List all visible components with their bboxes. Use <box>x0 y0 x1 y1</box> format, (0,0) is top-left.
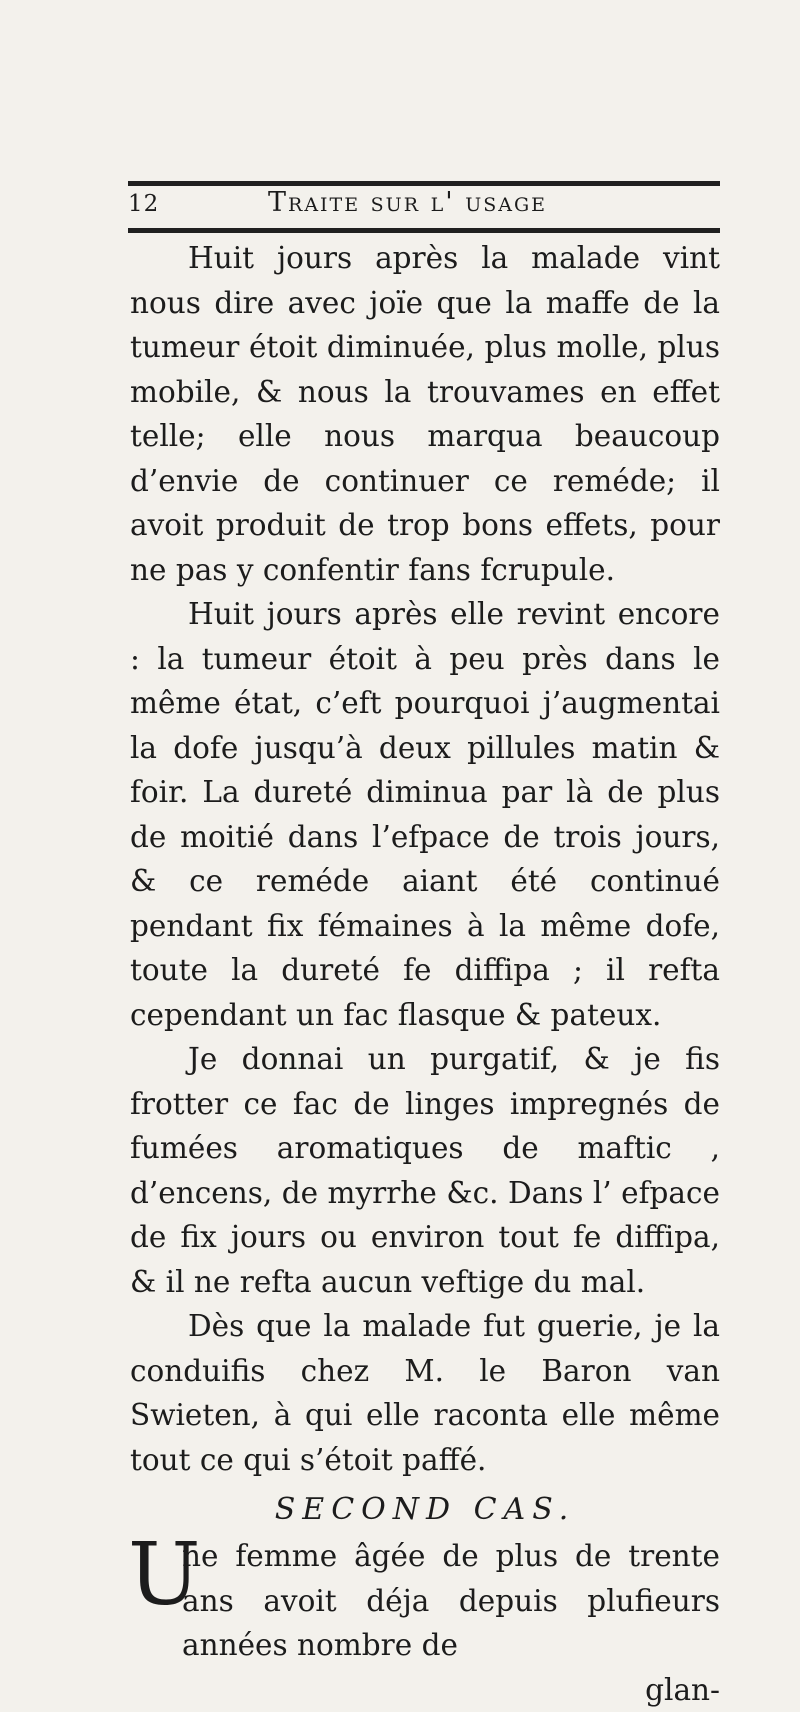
paragraph: Je donnai un purgatif, & je fis frotter ce fac de linges impregnés de fumées aromatiques de maftic , d’encens, de myrrhe &c. Dans l’ efpace de fix jours ou environ tout fe diffipa, & il ne refta aucun veftige du mal. <box>130 1037 720 1304</box>
paragraph: Huit jours après la malade vint nous dire avec joïe que la maffe de la tumeur étoit diminuée, plus molle, plus mobile, & nous la trouvames en effet telle; elle nous marqua beaucoup d’envie de continuer ce reméde; il avoit produit de trop bons effets, pour ne pas y confentir fans fcrupule. <box>130 236 720 592</box>
opening-paragraph <box>130 1534 720 1668</box>
top-rule <box>128 181 720 186</box>
running-title: Traite sur l' usage <box>268 187 547 218</box>
text-block <box>130 236 720 1712</box>
section-heading: SECOND CAS. <box>130 1488 720 1532</box>
opening-text: ne femme âgée de plus de trente ans avoit déja depuis plufieurs années nombre de <box>182 1539 720 1662</box>
running-head <box>128 187 720 225</box>
page-number: 12 <box>128 191 159 217</box>
catchword: glan- <box>130 1668 720 1712</box>
drop-cap: U <box>128 1536 200 1614</box>
header-rule <box>128 228 720 233</box>
paragraph: Dès que la malade fut guerie, je la conduifis chez M. le Baron van Swieten, à qui elle raconta elle même tout ce qui s’étoit paffé. <box>130 1304 720 1482</box>
paragraph: Huit jours après elle revint encore : la tumeur étoit à peu près dans le même état, c’eft pourquoi j’augmentai la dofe jusqu’à deux pillules matin & foir. La dureté diminua par là de plus de moitié dans l’efpace de trois jours, & ce reméde aiant été continué pendant fix fémaines à la même dofe, toute la dureté fe diffipa ; il refta cependant un fac flasque & pateux. <box>130 592 720 1037</box>
